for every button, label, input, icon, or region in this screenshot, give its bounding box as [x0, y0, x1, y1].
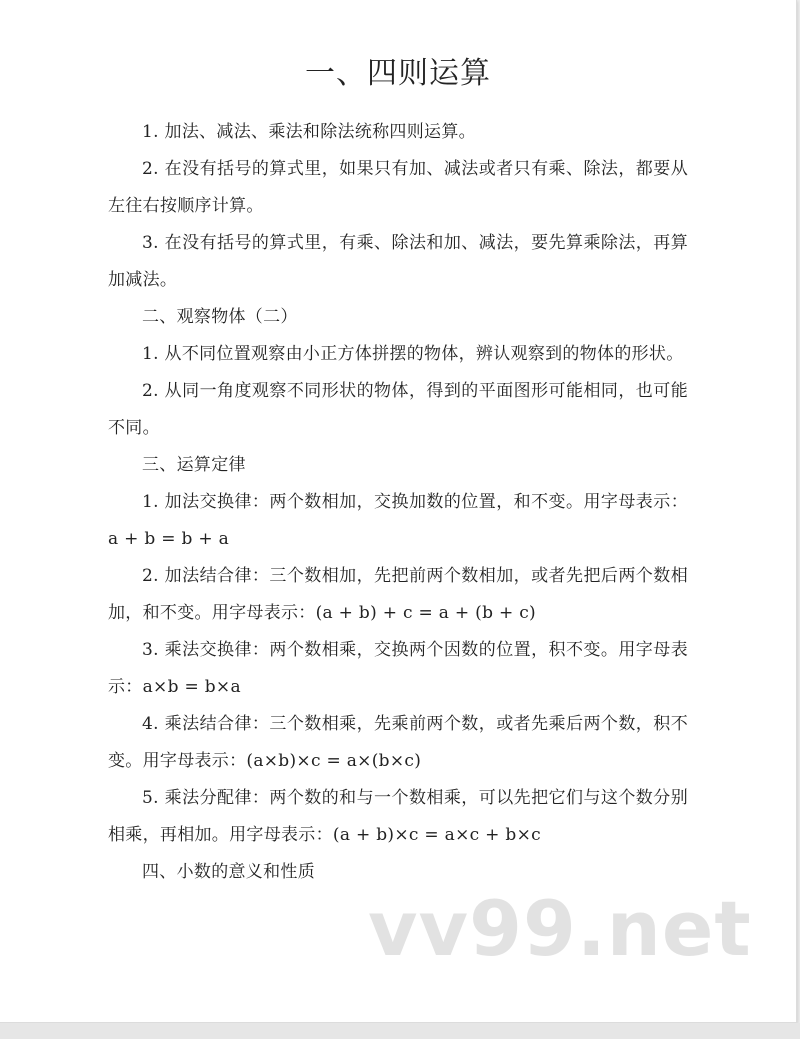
- paragraph-7: 2. 加法结合律：三个数相加，先把前两个数相加，或者先把后两个数相加，和不变。用字母表示：(a + b) + c = a + (b + c): [108, 566, 688, 623]
- paragraph-6: 1. 加法交换律：两个数相加，交换加数的位置，和不变。用字母表示：a + b = b + a: [108, 492, 688, 549]
- section-heading-observing-objects: 二、观察物体（二）: [142, 307, 298, 327]
- section-heading-operation-laws: 三、运算定律: [142, 455, 246, 475]
- document-body: [108, 114, 688, 891]
- document-title: 一、四则运算: [305, 56, 491, 91]
- paragraph-8: 3. 乘法交换律：两个数相乘，交换两个因数的位置，积不变。用字母表示：a×b = b×a: [108, 640, 688, 697]
- section-heading-decimals: 四、小数的意义和性质: [142, 862, 315, 882]
- watermark-logo: vv99.net: [368, 884, 752, 973]
- paragraph-5: 2. 从同一角度观察不同形状的物体，得到的平面图形可能相同，也可能不同。: [108, 381, 688, 438]
- paragraph-10: 5. 乘法分配律：两个数的和与一个数相乘，可以先把它们与这个数分别相乘，再相加。用字母表示：(a + b)×c = a×c + b×c: [108, 788, 688, 845]
- paragraph-1: 1. 加法、减法、乘法和除法统称四则运算。: [142, 122, 476, 142]
- page-gutter: [0, 1023, 800, 1039]
- paragraph-2: 2. 在没有括号的算式里，如果只有加、减法或者只有乘、除法，都要从左往右按顺序计算。: [108, 159, 688, 216]
- paragraph-3: 3. 在没有括号的算式里，有乘、除法和加、减法，要先算乘除法，再算加减法。: [108, 233, 688, 290]
- paragraph-9: 4. 乘法结合律：三个数相乘，先乘前两个数，或者先乘后两个数，积不变。用字母表示：(a×b)×c = a×(b×c): [108, 714, 688, 771]
- paragraph-4: 1. 从不同位置观察由小正方体拼摆的物体，辨认观察到的物体的形状。: [142, 344, 684, 364]
